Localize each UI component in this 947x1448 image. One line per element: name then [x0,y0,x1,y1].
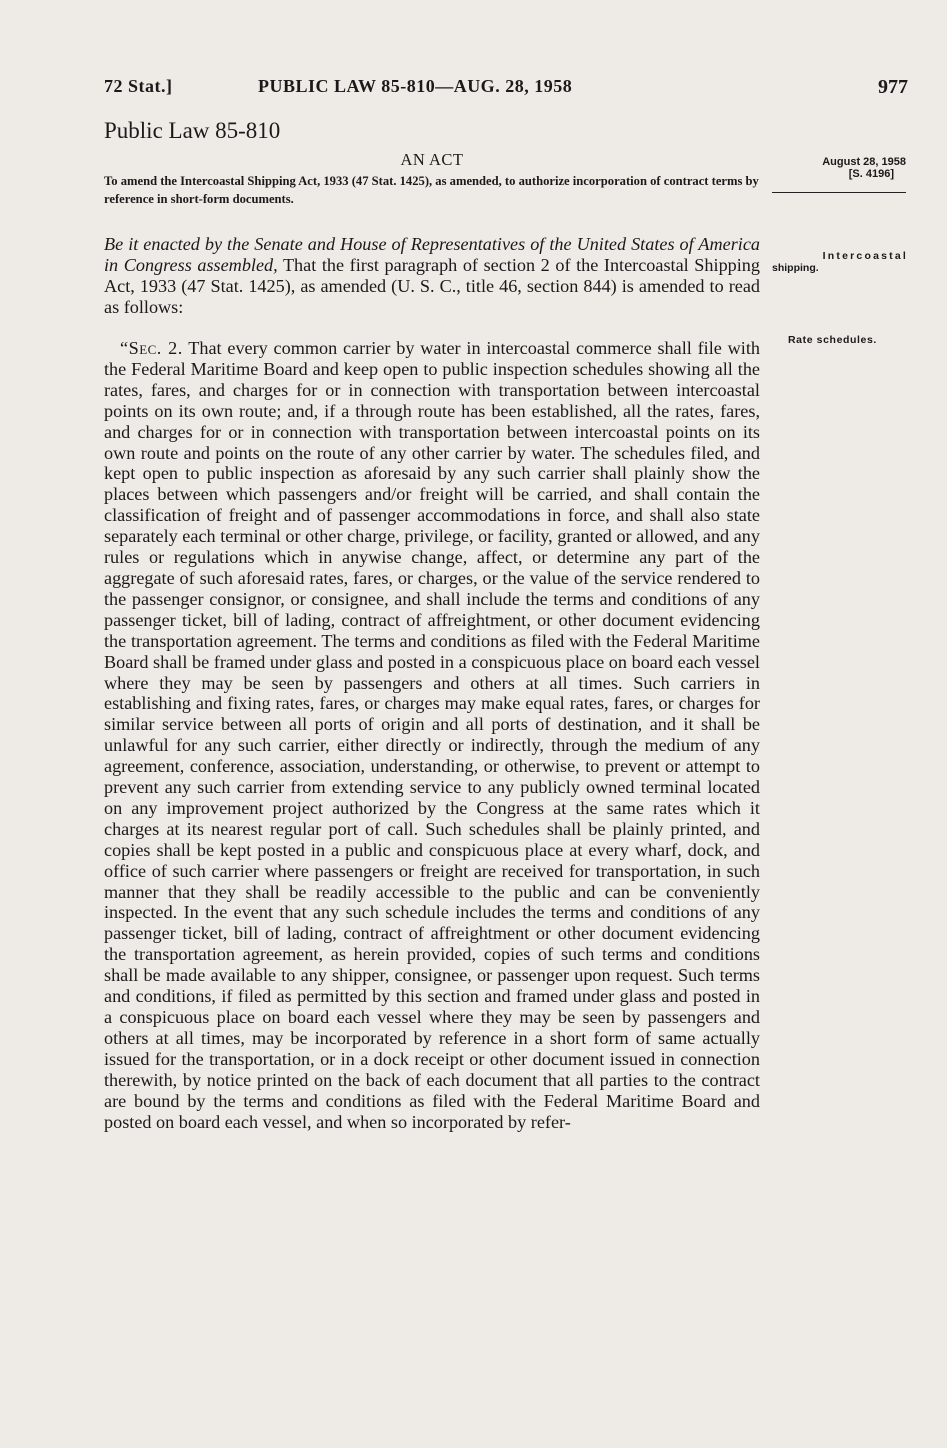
margin-note-intercoastal-line2: shipping. [772,262,819,274]
enacting-clause [104,234,760,318]
margin-note-intercoastal-line1: Intercoastal [822,250,908,262]
volume-reference: 72 Stat.] [104,76,173,96]
enacting-clause-italic: Be it enacted by the Senate and House of Representatives of the United States of America in Congress assembled, [104,234,760,275]
running-head [104,76,908,102]
page-number: 977 [878,76,908,98]
enacting-clause-text: That the first paragraph of section 2 of the Intercoastal Shipping Act, 1933 (47 Stat. 1425), as amended (U. S. C., title 46, section 844) is amended to read as follows: [104,254,760,317]
section-2-text [104,338,760,1132]
margin-note-intercoastal [772,250,908,274]
running-title: PUBLIC LAW 85-810—AUG. 28, 1958 [258,76,573,96]
bill-number: [S. 4196] [848,168,894,180]
act-purpose: To amend the Intercoastal Shipping Act, 1933 (47 Stat. 1425), as amended, to authorize incorporation of contract terms by reference in short-form documents. [104,174,759,206]
section-lead: “Sec. 2. [120,338,183,358]
margin-date-note [772,156,906,193]
act-heading: AN ACT [400,150,464,169]
section-body: That every common carrier by water in intercoastal commerce shall file with the Federal Maritime Board and keep open to public inspection schedules showing all the rates, fares, and charges for or in connection with transportation between intercoastal points on its own route; and, if a through route has been established, all the rates, fares, and charges for or in connection with transportation between intercoastal points on its own route and points on the route of any other carrier by water. The schedules filed, and kept open to public inspection as aforesaid by any such carrier shall plainly show the places between which passengers and/or freight will be carried, and shall contain the classification of freight and of passenger accommodations in force, and shall also state separately each terminal or other charge, privilege, or facility, granted or allowed, and any rules or regulations which in anywise change, affect, or determine any part of the aggregate of such aforesaid rates, fares, or charges, or the value of the service rendered to the passenger consignor, or consignee, and shall include the terms and conditions of any passenger ticket, bill of lading, contract of affreightment, or other document evidencing the transportation agreement. The terms and conditions as filed with the Federal Maritime Board shall be framed under glass and posted in a conspicuous place on board each vessel where they may be seen by passengers and others at all times. Such carriers in establishing and fixing rates, fares, or charges may make equal rates, fares, or charges for similar service between all ports of origin and all ports of destination, and it shall be unlawful for any such carrier, either directly or indirectly, through the medium of any agreement, conference, association, understanding, or otherwise, to prevent or attempt to prevent any such carrier from extending service to any publicly owned terminal located on any improvement project authorized by the Congress at the same rates which it charges at its nearest regular port of call. Such schedules shall be plainly printed, and copies shall be kept posted in a public and conspicuous place at every wharf, dock, and office of such carrier where passengers or freight are received for transportation, in such manner that they shall be readily accessible to the public and can be conveniently inspected. In the event that any such schedule includes the terms and conditions of any passenger ticket, bill of lading, contract of affreightment or other document evidencing the transportation agreement, as herein provided, copies of such terms and conditions shall be made available to any shipper, consignee, or passenger upon request. Such terms and conditions, if filed as permitted by this section and framed under glass and posted in a conspicuous place on board each vessel where they may be seen by passengers and others at all times, may be incorporated by reference in a short form of same actually issued for the transportation, or in a dock receipt or other document issued in connection therewith, by notice printed on the back of each document that all parties to the contract are bound by the terms and conditions as filed with the Federal Maritime Board and posted on board each vessel, and when so incorporated by refer- [104,338,760,1132]
margin-note-rate-schedules: Rate schedules. [788,334,877,346]
law-number: Public Law 85-810 [104,118,281,143]
enactment-date: August 28, 1958 [822,156,906,168]
